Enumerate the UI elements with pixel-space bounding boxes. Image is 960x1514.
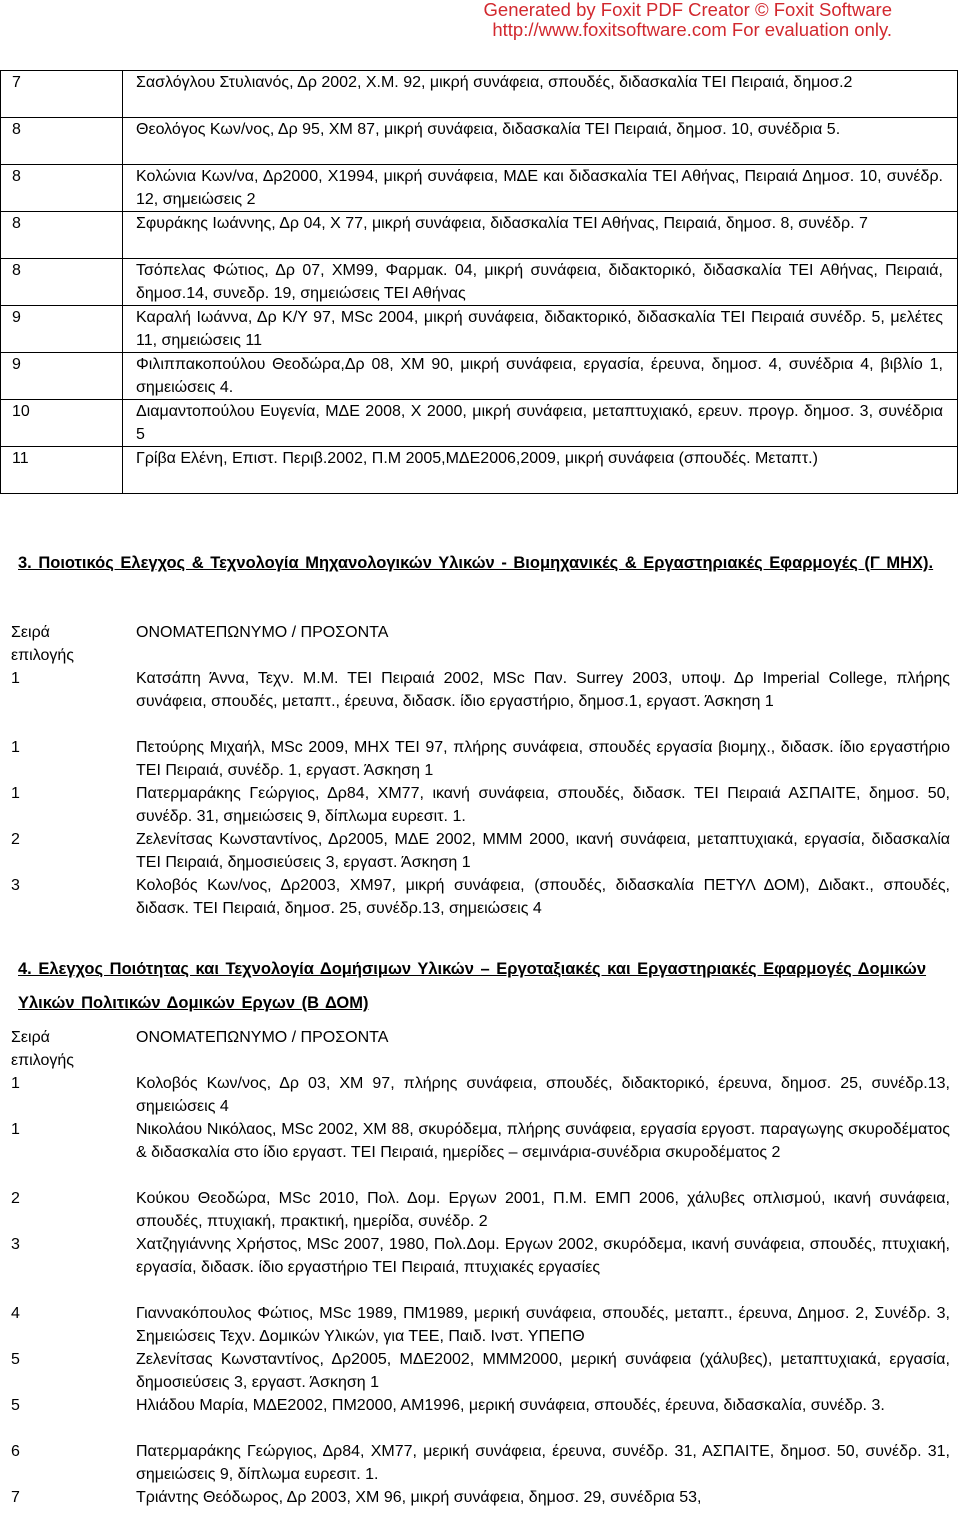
item-text: Πετούρης Μιχαήλ, MSc 2009, ΜΗΧ ΤΕΙ 97, πλήρης συνάφεια, σπουδές εργασία βιομηχ., διδασκ. ίδιο εργαστήριο ΤΕΙ Πειραιά, συνέδρ. 1, εργαστ. Άσκηση 1 (136, 739, 950, 779)
watermark-line-2: http://www.foxitsoftware.com For evaluation only. (492, 19, 892, 40)
list-item (0, 1187, 960, 1233)
list-item (0, 1486, 960, 1509)
item-number: 1 (11, 670, 20, 687)
row-number: 7 (1, 71, 123, 118)
item-text: Χατζηγιάννης Χρήστος, MSc 2007, 1980, Πολ.Δομ. Εργων 2002, σκυρόδεμα, ικανή συνάφεια, σπουδές, πτυχιακή, εργασία, διδασκ. ίδιο εργαστήριο ΤΕΙ Πειραιά, πτυχιακές εργασίες (136, 1236, 950, 1276)
list-item (0, 667, 960, 736)
table-row (1, 212, 958, 259)
top-table (0, 70, 958, 494)
row-text: Κολώνια Κων/να, Δρ2000, Χ1994, μικρή συνάφεια, ΜΔΕ και διδασκαλία ΤΕΙ Αθήνας, Πειραιά Δημοσ. 10, συνέδρ. 12, σημειώσεις 2 (123, 165, 958, 212)
item-text: Τριάντης Θεόδωρος, Δρ 2003, ΧΜ 96, μικρή συνάφεια, δημοσ. 29, συνέδρια 53, (136, 1489, 702, 1506)
row-number: 8 (1, 259, 123, 306)
item-number: 2 (11, 1190, 20, 1207)
foxit-watermark (484, 0, 892, 40)
table-row (1, 306, 958, 353)
list-item (0, 1348, 960, 1394)
row-text: Διαμαντοπούλου Ευγενία, ΜΔΕ 2008, Χ 2000, μικρή συνάφεια, μεταπτυχιακό, ερευν. προγρ. δημοσ. 3, συνέδρια 5 (123, 400, 958, 447)
table-row (1, 165, 958, 212)
row-number: 11 (1, 447, 123, 494)
row-text: Γρίβα Ελένη, Επιστ. Περιβ.2002, Π.Μ 2005,ΜΔΕ2006,2009, μικρή συνάφεια (σπουδές. Μεταπτ.) (123, 447, 958, 494)
row-text: Τσόπελας Φώτιος, Δρ 07, ΧΜ99, Φαρμακ. 04, μικρή συνάφεια, διδακτορικό, διδασκαλία ΤΕΙ Αθήνας, Πειραιά, δημοσ.14, συνεδρ. 19, σημειώσεις ΤΕΙ Αθήνας (123, 259, 958, 306)
row-text: Καραλή Ιωάννα, Δρ Κ/Υ 97, MSc 2004, μικρή συνάφεια, διδακτορικό, διδασκαλία ΤΕΙ Πειραιά συνέδρ. 5, μελέτες 11, σημειώσεις 11 (123, 306, 958, 353)
list-item (0, 1302, 960, 1348)
item-number: 5 (11, 1351, 20, 1368)
watermark-line-1: Generated by Foxit PDF Creator © Foxit Software (483, 0, 892, 20)
list-item (0, 1233, 960, 1302)
list-item (0, 1118, 960, 1187)
item-text: Κολοβός Κων/νος, Δρ 03, ΧΜ 97, πλήρης συνάφεια, σπουδές, διδακτορικό, έρευνα, δημοσ. 25, συνέδρ.13, σημειώσεις 4 (136, 1075, 950, 1115)
item-text: Πατερμαράκης Γεώργιος, Δρ84, ΧΜ77, ικανή συνάφεια, σπουδές, διδασκ. ΤΕΙ Πειραιά ΑΣΠΑΙΤΕ, δημοσ. 50, συνέδρ. 31, σημειώσεις 9, δίπλωμα ευρεσιτ. 1. (136, 785, 950, 825)
column-header-order: Σειρά επιλογής (11, 1029, 74, 1069)
item-text: Ζελενίτσας Κωνσταντίνος, Δρ2005, ΜΔΕ 2002, ΜΜΜ 2000, ικανή συνάφεια, μεταπτυχιακά, εργασία, διδασκαλία ΤΕΙ Πειραιά, δημοσιεύσεις 3, εργαστ. Άσκηση 1 (136, 831, 950, 871)
row-text: Σφυράκης Ιωάννης, Δρ 04, Χ 77, μικρή συνάφεια, διδασκαλία ΤΕΙ Αθήνας, Πειραιά, δημοσ. 8, συνέδρ. 7 (123, 212, 958, 259)
section-3-list (0, 621, 960, 920)
row-number: 10 (1, 400, 123, 447)
item-number: 1 (11, 1075, 20, 1092)
table-row (1, 259, 958, 306)
item-number: 2 (11, 831, 20, 848)
section-4-heading: 4. Ελεγχος Ποιότητας και Τεχνολογία Δομήσιμων Υλικών – Εργοταξιακές και Εργαστηριακές Εφαρμογές Δομικών Υλικών Πολιτικών Δομικών Εργων (Β ΔΟΜ) (18, 960, 927, 1012)
item-text: Κούκου Θεοδώρα, MSc 2010, Πολ. Δομ. Εργων 2001, Π.Μ. ΕΜΠ 2006, χάλυβες οπλισμού, ικανή συνάφεια, σπουδές, πτυχιακή, πρακτική, ημερίδα, συνέδρ. 2 (136, 1190, 950, 1230)
row-number: 9 (1, 306, 123, 353)
item-text: Ηλιάδου Μαρία, ΜΔΕ2002, ΠΜ2000, ΑΜ1996, μερική συνάφεια, σπουδές, έρευνα, διδασκαλία, συνέδρ. 3. (136, 1397, 885, 1414)
item-number: 4 (11, 1305, 20, 1322)
list-header (0, 621, 960, 667)
item-number: 7 (11, 1489, 20, 1506)
item-number: 5 (11, 1397, 20, 1414)
table-row (1, 353, 958, 400)
item-number: 3 (11, 1236, 20, 1253)
column-header-order: Σειρά επιλογής (11, 624, 74, 664)
list-header (0, 1026, 960, 1072)
list-item (0, 1072, 960, 1118)
item-text: Νικολάου Νικόλαος, MSc 2002, ΧΜ 88, σκυρόδεμα, πλήρης συνάφεια, εργασία εργοστ. παραγωγης σκυροδέματος & διδασκαλία στο ίδιο εργαστ. ΤΕΙ Πειραιά, ημερίδες – σεμινάρια-συνέδρια σκυροδέματος 2 (136, 1121, 950, 1161)
section-4-list (0, 1026, 960, 1509)
list-item (0, 782, 960, 828)
row-text: Θεολόγος Κων/νος, Δρ 95, ΧΜ 87, μικρή συνάφεια, διδασκαλία ΤΕΙ Πειραιά, δημοσ. 10, συνέδρια 5. (123, 118, 958, 165)
item-number: 6 (11, 1443, 20, 1460)
item-number: 3 (11, 877, 20, 894)
list-item (0, 736, 960, 782)
list-item (0, 1440, 960, 1486)
list-item (0, 828, 960, 874)
list-item (0, 1394, 960, 1440)
table-row (1, 118, 958, 165)
table-row (1, 400, 958, 447)
row-number: 8 (1, 212, 123, 259)
item-text: Πατερμαράκης Γεώργιος, Δρ84, ΧΜ77, μερική συνάφεια, έρευνα, συνέδρ. 31, ΑΣΠΑΙΤΕ, δημοσ. 50, συνέδρ. 31, σημειώσεις 9, δίπλωμα ευρεσιτ. 1. (136, 1443, 950, 1483)
table-row (1, 71, 958, 118)
list-item (0, 874, 960, 920)
row-number: 8 (1, 118, 123, 165)
row-number: 9 (1, 353, 123, 400)
item-number: 1 (11, 739, 20, 756)
table-row (1, 447, 958, 494)
row-text: Σασλόγλου Στυλιανός, Δρ 2002, Χ.Μ. 92, μικρή συνάφεια, σπουδές, διδασκαλία ΤΕΙ Πειραιά, δημοσ.2 (123, 71, 958, 118)
item-number: 1 (11, 1121, 20, 1138)
row-text: Φιλιππακοπούλου Θεοδώρα,Δρ 08, ΧΜ 90, μικρή συνάφεια, εργασία, έρευνα, δημοσ. 4, συνέδρια 4, βιβλίο 1, σημειώσεις 4. (123, 353, 958, 400)
column-header-name: ΟΝΟΜΑΤΕΠΩΝΥΜΟ / ΠΡΟΣΟΝΤΑ (136, 624, 389, 641)
item-number: 1 (11, 785, 20, 802)
item-text: Ζελενίτσας Κωνσταντίνος, Δρ2005, ΜΔΕ2002, ΜΜΜ2000, μερική συνάφεια (χάλυβες), μεταπτυχιακά, εργασία, δημοσιεύσεις 3, εργαστ. Άσκηση 1 (136, 1351, 950, 1391)
item-text: Γιαννακόπουλος Φώτιος, MSc 1989, ΠΜ1989, μερική συνάφεια, σπουδές, μεταπτ., έρευνα, Δημοσ. 2, Συνέδρ. 3, Σημειώσεις Τεχν. Δομικών Υλικών, για ΤΕΕ, Παιδ. Ινστ. ΥΠΕΠΘ (136, 1305, 950, 1345)
section-3-heading: 3. Ποιοτικός Ελεγχος & Τεχνολογία Μηχανολογικών Υλικών - Βιομηχανικές & Εργαστηριακές Εφαρμογές (Γ ΜΗΧ). (18, 554, 934, 572)
item-text: Κολοβός Κων/νος, Δρ2003, ΧΜ97, μικρή συνάφεια, (σπουδές, διδασκαλία ΠΕΤΥΛ ΔΟΜ), Διδακτ., σπουδές, διδασκ. ΤΕΙ Πειραιά, δημοσ. 25, συνέδρ.13, σημειώσεις 4 (136, 877, 950, 917)
row-number: 8 (1, 165, 123, 212)
item-text: Κατσάπη Άννα, Τεχν. Μ.Μ. ΤΕΙ Πειραιά 2002, MSc Παν. Surrey 2003, υποψ. Δρ Imperial College, πλήρης συνάφεια, σπουδές, μεταπτ., έρευνα, διδασκ. ίδιο εργαστήριο, δημοσ.1, εργαστ. Άσκηση 1 (136, 670, 950, 710)
column-header-name: ΟΝΟΜΑΤΕΠΩΝΥΜΟ / ΠΡΟΣΟΝΤΑ (136, 1029, 389, 1046)
